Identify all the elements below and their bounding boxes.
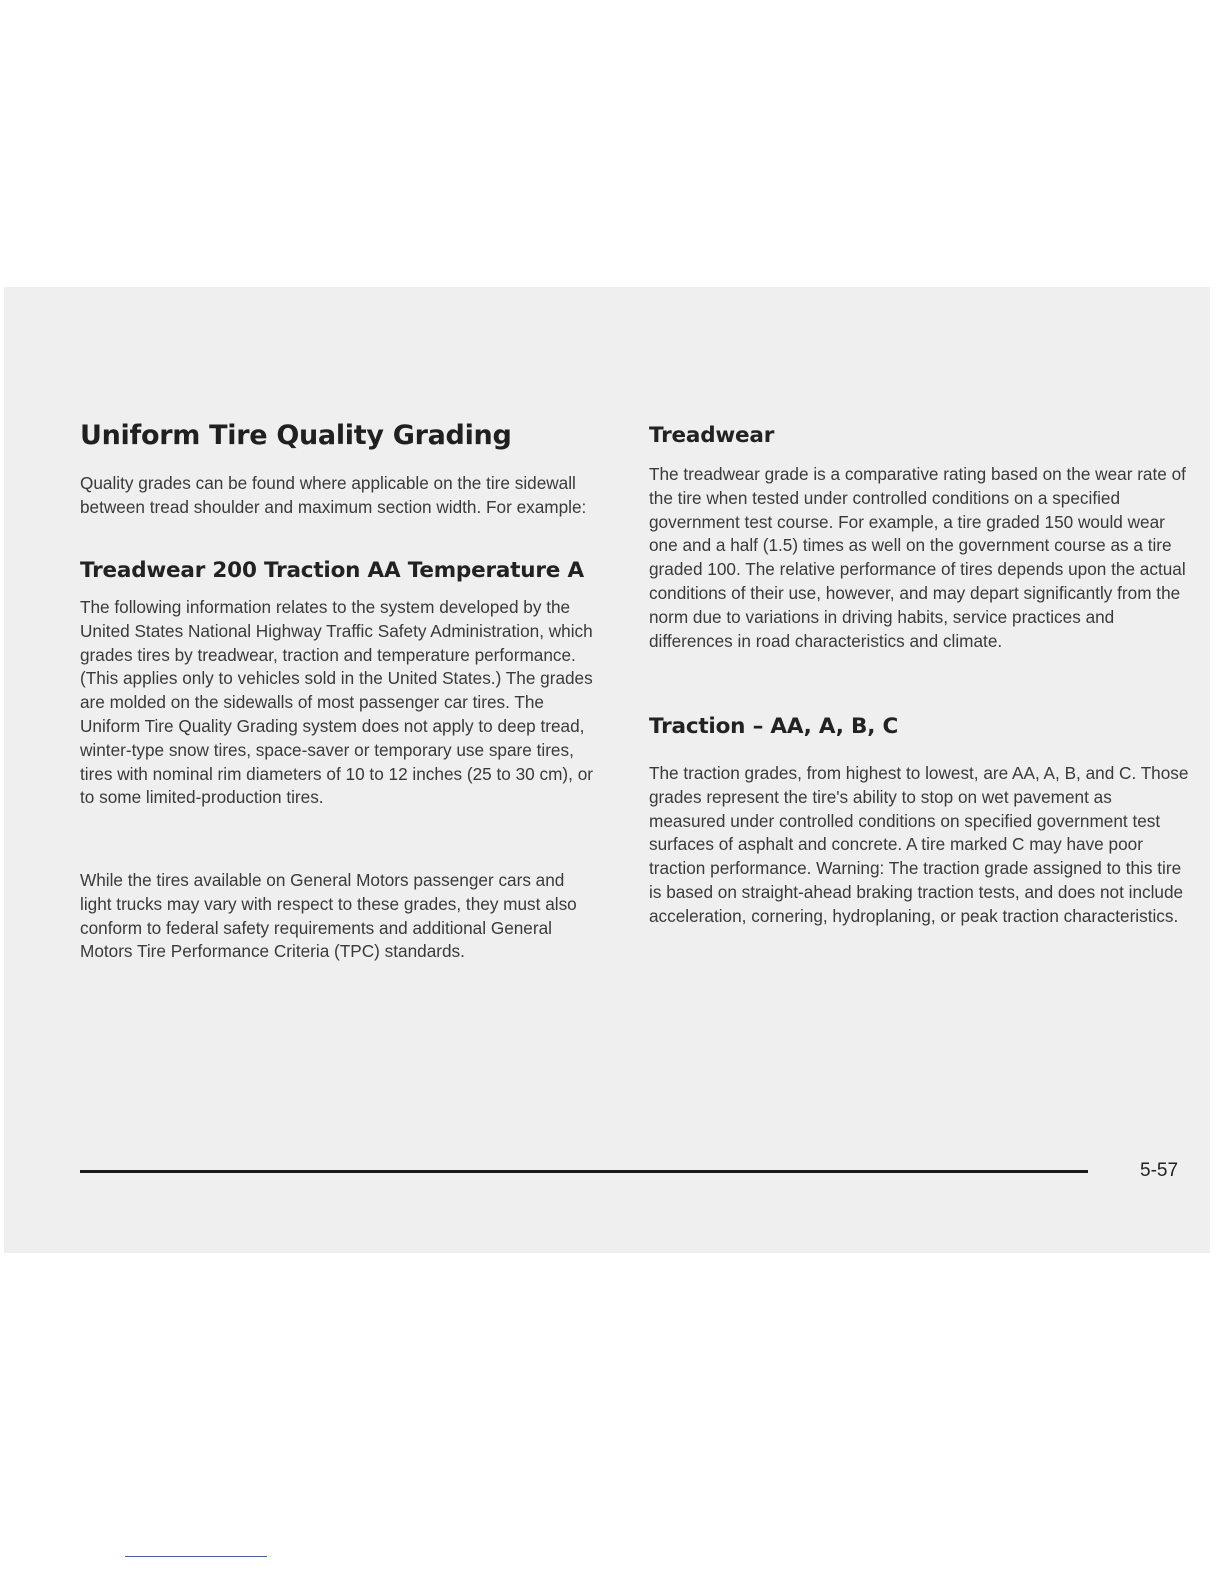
page-number: 5-57 bbox=[1140, 1160, 1179, 1181]
traction-paragraph: The traction grades, from highest to lowest, are AA, A, B, and C. Those grades represent the tire's ability to stop on wet pavement as measured under controlled conditions on specified government test surfaces of asphalt and concrete. A tire marked C may have poor traction performance. Warning: The traction grade assigned to this tire is based on straight-ahead braking traction tests, and does not include acceleration, cornering, hydroplaning, or peak traction characteristics. bbox=[649, 763, 1189, 926]
footer-rule bbox=[80, 1170, 1088, 1173]
utqg-system-paragraph: The following information relates to the system developed by the United States National Highway Traffic Safety Administration, which grades tires by treadwear, traction and temperature performance. (This applies only to vehicles sold in the United States.) The grades are molded on the sidewalls of most passenger car tires. The Uniform Tire Quality Grading system does not apply to deep tread, winter-type snow tires, space-saver or temporary use spare tires, tires with nominal rim diameters of 10 to 12 inches (25 to 30 cm), or to some limited-production tires. bbox=[80, 597, 593, 808]
manual-page bbox=[4, 287, 1210, 1253]
intro-paragraph: Quality grades can be found where applicable on the tire sidewall between tread shoulder and maximum section width. For example: bbox=[80, 473, 587, 517]
treadwear-paragraph: The treadwear grade is a comparative rating based on the wear rate of the tire when tested under controlled conditions on a specified government test course. For example, a tire graded 150 would wear one and a half (1.5) times as well on the government course as a tire graded 100. The relative performance of tires depends upon the actual conditions of their use, however, and may depart significantly from the norm due to variations in driving habits, service practices and differences in road characteristics and climate. bbox=[649, 464, 1186, 651]
bottom-link-underline bbox=[125, 1556, 267, 1557]
treadwear-heading: Treadwear bbox=[649, 423, 775, 448]
page-title: Uniform Tire Quality Grading bbox=[80, 420, 512, 451]
example-grade-heading: Treadwear 200 Traction AA Temperature A bbox=[80, 558, 584, 583]
traction-heading: Traction – AA, A, B, C bbox=[649, 714, 899, 739]
gm-tpc-paragraph: While the tires available on General Motors passenger cars and light trucks may vary with respect to these grades, they must also conform to federal safety requirements and additional General Motors Tire Performance Criteria (TPC) standards. bbox=[80, 870, 577, 962]
